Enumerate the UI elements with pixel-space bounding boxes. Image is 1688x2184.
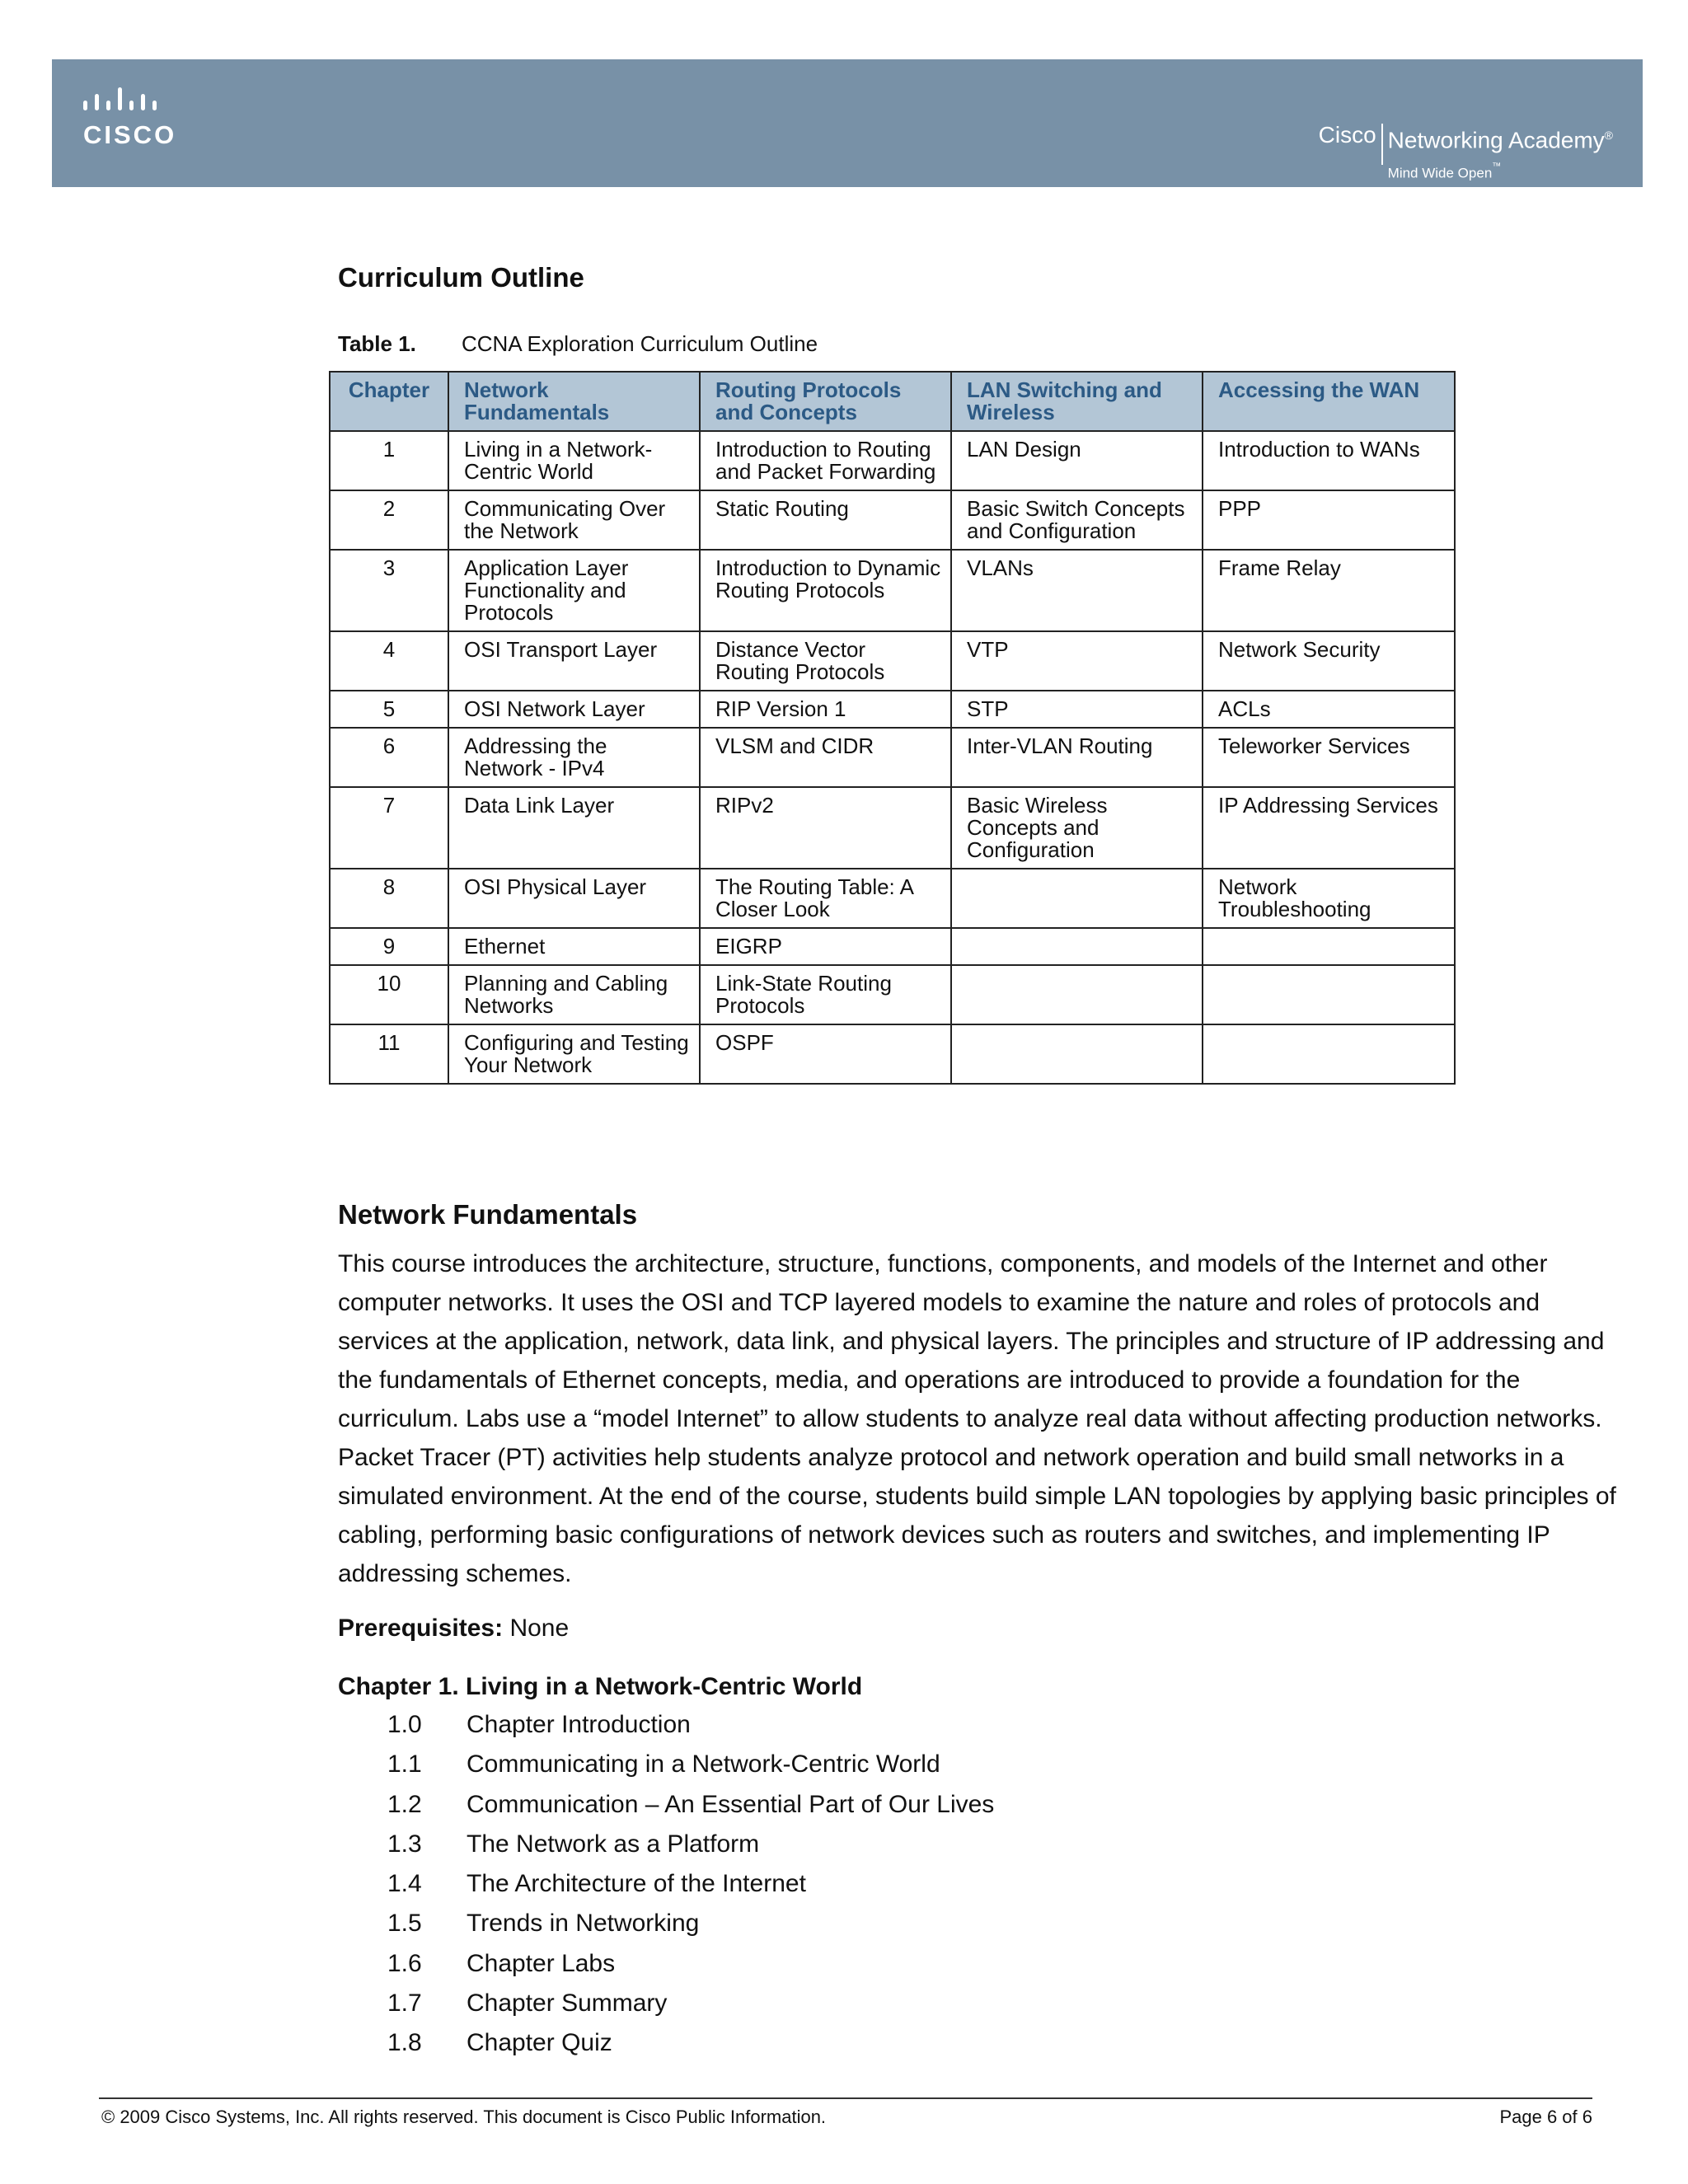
curriculum-outline-title: Curriculum Outline: [338, 262, 584, 293]
table-cell: [951, 1024, 1203, 1084]
table-header-row: [330, 372, 1455, 431]
table-cell: PPP: [1203, 490, 1455, 550]
cisco-wordmark: CISCO: [83, 120, 177, 149]
table-cell: Network Troubleshooting: [1203, 869, 1455, 928]
table-cell: [1203, 1024, 1455, 1084]
table-cell: Communicating Over the Network: [448, 490, 700, 550]
table-cell: [951, 965, 1203, 1024]
table-cell: Frame Relay: [1203, 550, 1455, 631]
table-cell: Addressing the Network - IPv4: [448, 728, 700, 787]
table-row: [330, 787, 1455, 869]
table-cell: Planning and Cabling Networks: [448, 965, 700, 1024]
column-header: Network Fundamentals: [448, 372, 700, 431]
list-item: [387, 1750, 994, 1790]
table-caption: [338, 331, 818, 357]
section-number: 1.3: [387, 1830, 422, 1858]
table-row: [330, 1024, 1455, 1084]
table-cell: Application Layer Functionality and Protocols: [448, 550, 700, 631]
table-cell: Basic Wireless Concepts and Configuration: [951, 787, 1203, 869]
table-cell: Living in a Network-Centric World: [448, 431, 700, 490]
table-cell: 2: [330, 490, 448, 550]
table-cell: VLANs: [951, 550, 1203, 631]
table-cell: 5: [330, 691, 448, 728]
section-number: 1.1: [387, 1750, 422, 1779]
table-cell: 9: [330, 928, 448, 965]
table-cell: 1: [330, 431, 448, 490]
table-cell: EIGRP: [700, 928, 951, 965]
section-title: Chapter Introduction: [467, 1711, 691, 1738]
section-title: Communicating in a Network-Centric World: [467, 1750, 940, 1779]
table-cell: RIPv2: [700, 787, 951, 869]
table-cell: 4: [330, 631, 448, 691]
table-cell: [951, 869, 1203, 928]
table-row: [330, 869, 1455, 928]
table-row: [330, 928, 1455, 965]
table-cell: OSI Transport Layer: [448, 631, 700, 691]
column-header: Chapter: [330, 372, 448, 431]
list-item: [387, 1791, 994, 1830]
section-title: The Network as a Platform: [467, 1830, 760, 1858]
table-cell: [1203, 965, 1455, 1024]
table-cell: RIP Version 1: [700, 691, 951, 728]
table-cell: VLSM and CIDR: [700, 728, 951, 787]
section-title: Chapter Summary: [467, 1990, 668, 2018]
list-item: [387, 1990, 994, 2029]
header-banner: [52, 59, 1643, 187]
table-cell: VTP: [951, 631, 1203, 691]
list-item: [387, 1950, 994, 1990]
list-item: [387, 2029, 994, 2069]
section-title: Chapter Labs: [467, 1949, 616, 1977]
table-cell: Inter-VLAN Routing: [951, 728, 1203, 787]
table-cell: Distance Vector Routing Protocols: [700, 631, 951, 691]
table-cell: 6: [330, 728, 448, 787]
section-number: 1.2: [387, 1790, 422, 1818]
table-cell: OSI Network Layer: [448, 691, 700, 728]
chapter-heading: Chapter 1. Living in a Network-Centric World: [338, 1673, 863, 1700]
section-title: Chapter Quiz: [467, 2029, 612, 2057]
table-cell: Network Security: [1203, 631, 1455, 691]
prerequisites-value: None: [509, 1615, 570, 1642]
table-cell: Ethernet: [448, 928, 700, 965]
section-title: Communication – An Essential Part of Our Lives: [467, 1790, 995, 1818]
section-number: 1.6: [387, 1949, 422, 1977]
network-fundamentals-title: Network Fundamentals: [338, 1199, 638, 1230]
table-row: [330, 965, 1455, 1024]
academy-tagline: Mind Wide Open: [1387, 165, 1493, 181]
table-cell: Static Routing: [700, 490, 951, 550]
section-number: 1.0: [387, 1711, 422, 1738]
table-cell: 7: [330, 787, 448, 869]
table-cell: 3: [330, 550, 448, 631]
list-item: [387, 1711, 994, 1750]
academy-name: Networking Academy: [1387, 127, 1605, 153]
section-number: 1.8: [387, 2029, 422, 2057]
list-item: [387, 1830, 994, 1870]
chapter-toc: [387, 1711, 994, 2069]
table-cell: Introduction to Routing and Packet Forwarding: [700, 431, 951, 490]
column-header: LAN Switching and Wireless: [951, 372, 1203, 431]
academy-brand-name: Cisco: [1318, 122, 1376, 148]
table-cell: STP: [951, 691, 1203, 728]
table-cell: LAN Design: [951, 431, 1203, 490]
table-cell: Configuring and Testing Your Network: [448, 1024, 700, 1084]
section-number: 1.7: [387, 1990, 422, 2018]
table-row: [330, 431, 1455, 490]
list-item: [387, 1910, 994, 1949]
table-caption-label: Table 1.: [338, 331, 416, 356]
cisco-logo: [78, 87, 202, 153]
page-number: Page 6 of 6: [1499, 2107, 1592, 2127]
section-title: Trends in Networking: [467, 1910, 700, 1938]
table-cell: 10: [330, 965, 448, 1024]
table-cell: [1203, 928, 1455, 965]
table-cell: 11: [330, 1024, 448, 1084]
table-caption-text: CCNA Exploration Curriculum Outline: [462, 331, 818, 356]
table-row: [330, 691, 1455, 728]
table-cell: Link-State Routing Protocols: [700, 965, 951, 1024]
table-cell: [951, 928, 1203, 965]
copyright-notice: © 2009 Cisco Systems, Inc. All rights reserved. This document is Cisco Public Information.: [101, 2107, 827, 2127]
column-header: Routing Protocols and Concepts: [700, 372, 951, 431]
prerequisites-label: Prerequisites:: [338, 1615, 504, 1642]
section-number: 1.4: [387, 1870, 422, 1898]
prerequisites-line: [338, 1615, 569, 1643]
table-cell: Introduction to WANs: [1203, 431, 1455, 490]
table-row: [330, 490, 1455, 550]
section-number: 1.5: [387, 1910, 422, 1938]
table-cell: Introduction to Dynamic Routing Protocols: [700, 550, 951, 631]
course-description: This course introduces the architecture, structure, functions, components, and models of the Internet and other computer networks. It uses the OSI and TCP layered models to examine the nature and roles of protocols and services at the application, network, data link, and physical layers. The principles and structure of IP addressing and the fundamentals of Ethernet concepts, media, and operations are introduced to provide a foundation for the curriculum. Labs use a “model Internet” to allow students to analyze real data without affecting production networks. Packet Tracer (PT) activities help students analyze protocol and network operation and build small networks in a simulated environment. At the end of the course, students build simple LAN topologies by applying basic principles of cabling, performing basic configurations of network devices such as routers and switches, and implementing IP addressing schemes.: [338, 1250, 1616, 1587]
list-item: [387, 1870, 994, 1910]
footer-divider: [99, 2097, 1592, 2099]
brand-divider: [1381, 124, 1383, 165]
table-cell: IP Addressing Services: [1203, 787, 1455, 869]
table-cell: Teleworker Services: [1203, 728, 1455, 787]
table-row: [330, 550, 1455, 631]
column-header: Accessing the WAN: [1203, 372, 1455, 431]
cisco-bridge-icon: [78, 87, 194, 117]
table-row: [330, 631, 1455, 691]
curriculum-outline-table: [329, 371, 1456, 1085]
table-cell: The Routing Table: A Closer Look: [700, 869, 951, 928]
table-cell: 8: [330, 869, 448, 928]
table-cell: Data Link Layer: [448, 787, 700, 869]
networking-academy-brand: Cisco Networking Academy® Mind Wide Open™: [1318, 122, 1613, 181]
section-title: The Architecture of the Internet: [467, 1870, 806, 1898]
table-cell: OSPF: [700, 1024, 951, 1084]
table-cell: Basic Switch Concepts and Configuration: [951, 490, 1203, 550]
table-cell: OSI Physical Layer: [448, 869, 700, 928]
table-row: [330, 728, 1455, 787]
table-cell: ACLs: [1203, 691, 1455, 728]
